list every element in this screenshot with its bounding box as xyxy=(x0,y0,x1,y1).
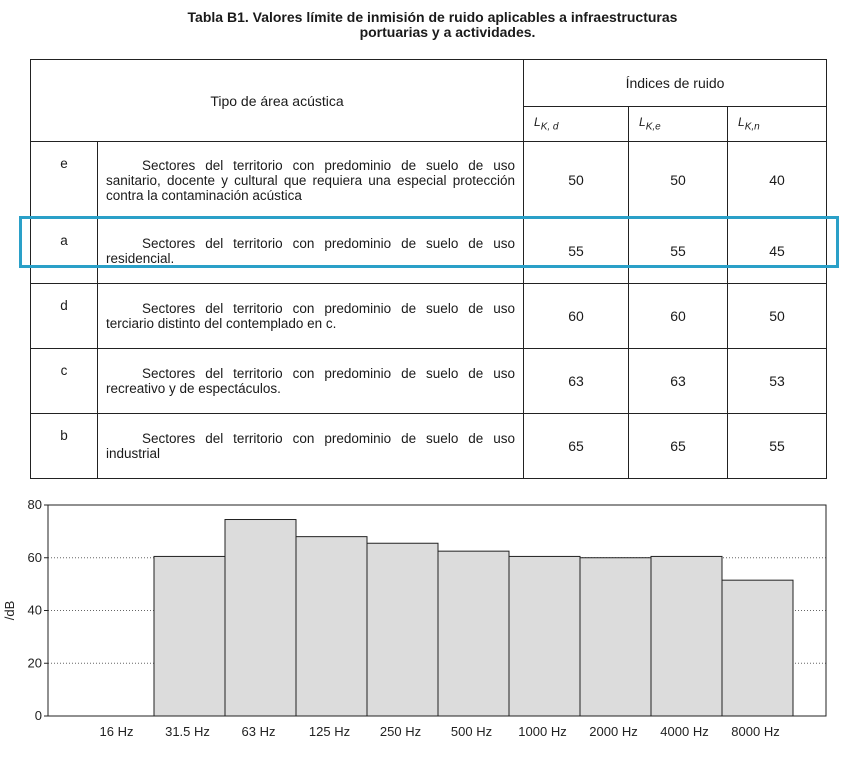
bar xyxy=(154,556,225,716)
row-description: Sectores del territorio con predominio de suelo de uso residencial. xyxy=(98,219,524,284)
title-line-2: portuarias y a actividades. xyxy=(359,24,536,40)
row-code: d xyxy=(31,284,98,349)
row-code: b xyxy=(31,414,98,479)
x-tick-label: 125 Hz xyxy=(308,724,351,739)
value-lkn: 55 xyxy=(728,414,827,479)
value-lkd: 65 xyxy=(524,414,629,479)
title-line-1: Tabla B1. Valores límite de inmisión de ruido aplicables a infraestructuras xyxy=(187,9,678,25)
value-lkn: 50 xyxy=(728,284,827,349)
row-code: e xyxy=(31,142,98,219)
value-lkd: 63 xyxy=(524,349,629,414)
value-lke: 55 xyxy=(629,219,728,284)
spectrum-bar-chart xyxy=(0,490,855,760)
bar xyxy=(438,551,509,716)
bar xyxy=(296,537,367,716)
x-tick-label: 1000 Hz xyxy=(518,724,567,739)
indices-header: Índices de ruido xyxy=(524,60,827,107)
noise-limits-table xyxy=(30,59,827,479)
x-tick-label: 500 Hz xyxy=(450,724,493,739)
table-title xyxy=(0,10,855,40)
x-tick-label: 4000 Hz xyxy=(660,724,709,739)
x-tick-label: 31.5 Hz xyxy=(165,724,210,739)
header-row xyxy=(31,60,827,107)
tipo-area-header: Tipo de área acústica xyxy=(31,60,524,142)
x-tick-label: 250 Hz xyxy=(379,724,422,739)
y-tick-label: 0 xyxy=(34,708,42,723)
value-lkn: 53 xyxy=(728,349,827,414)
table-row xyxy=(31,414,827,479)
value-lke: 63 xyxy=(629,349,728,414)
y-tick-label: 40 xyxy=(27,602,42,618)
table-row xyxy=(31,349,827,414)
table-row xyxy=(31,284,827,349)
row-description: Sectores del territorio con predominio de suelo de uso terciario distinto del contemplado en c. xyxy=(98,284,524,349)
table-row xyxy=(31,142,827,219)
bar xyxy=(225,520,296,716)
y-tick-label: 60 xyxy=(27,549,42,565)
bar xyxy=(580,558,651,716)
subheader-lke: $L_{K,e}$ xyxy=(629,107,728,142)
x-tick-label: 8000 Hz xyxy=(731,724,780,739)
table-row xyxy=(31,219,827,284)
row-description: Sectores del territorio con predominio de suelo de uso recreativo y de espectáculos. xyxy=(98,349,524,414)
row-code: c xyxy=(31,349,98,414)
value-lkn: 40 xyxy=(728,142,827,219)
y-tick-label: 20 xyxy=(27,655,42,671)
value-lke: 65 xyxy=(629,414,728,479)
row-description: Sectores del territorio con predominio de suelo de uso sanitario, docente y cultural que requiera una especial protección contra la contaminación acústica xyxy=(98,142,524,219)
y-axis-label: /dB xyxy=(2,600,17,621)
x-tick-label: 63 Hz xyxy=(241,724,276,739)
subheader-lkd: $L_{K, d}$ xyxy=(524,107,629,142)
bar xyxy=(509,556,580,716)
value-lke: 50 xyxy=(629,142,728,219)
bar xyxy=(367,543,438,716)
row-code: a xyxy=(31,219,98,284)
bar xyxy=(651,556,722,716)
value-lke: 60 xyxy=(629,284,728,349)
subheader-lkn: $L_{K,n}$ xyxy=(728,107,827,142)
value-lkd: 60 xyxy=(524,284,629,349)
y-tick-label: 80 xyxy=(27,497,42,512)
value-lkd: 55 xyxy=(524,219,629,284)
bar xyxy=(722,580,793,716)
x-tick-label: 2000 Hz xyxy=(589,724,638,739)
x-tick-label: 16 Hz xyxy=(99,724,134,739)
value-lkd: 50 xyxy=(524,142,629,219)
value-lkn: 45 xyxy=(728,219,827,284)
row-description: Sectores del territorio con predominio de suelo de uso industrial xyxy=(98,414,524,479)
